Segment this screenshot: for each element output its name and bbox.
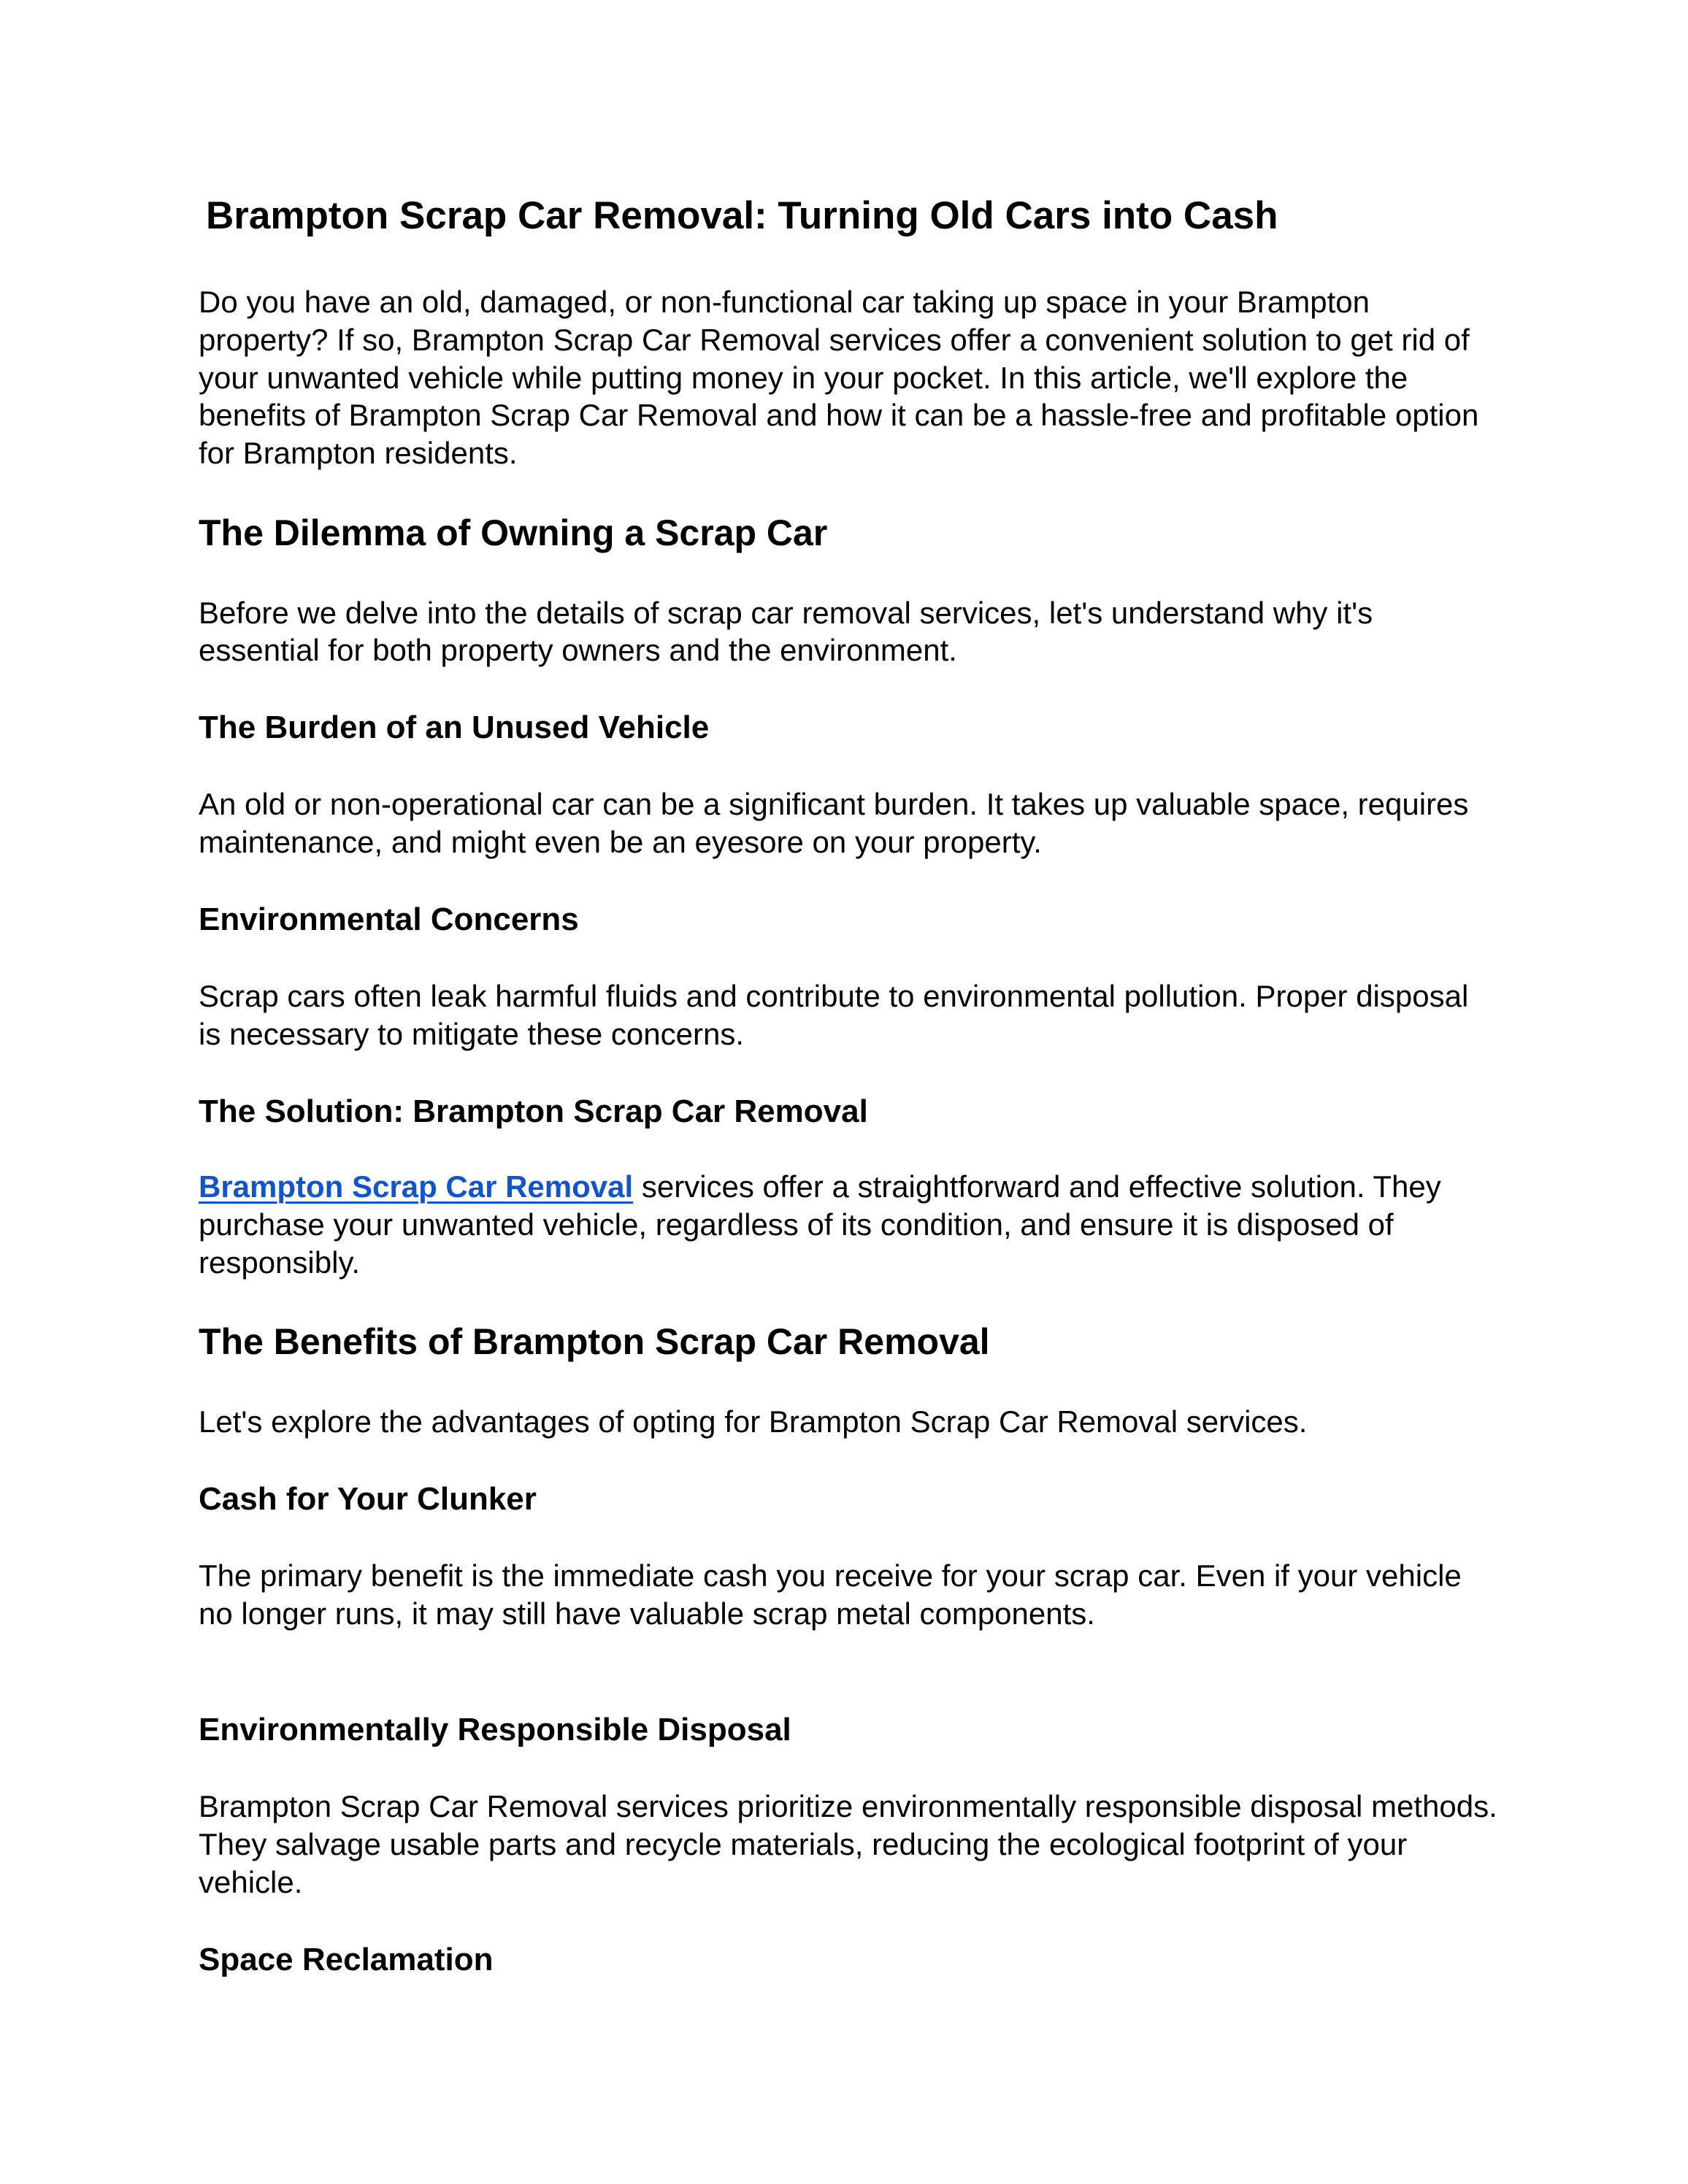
paragraph-cash-for-clunker: The primary benefit is the immediate cash you receive for your scrap car. Even if your vehicle no longer runs, it may still have valuable scrap metal components. <box>199 1558 1462 1631</box>
paragraph-burden: An old or non-operational car can be a significant burden. It takes up valuable space, requires maintenance, and might even be an eyesore on your property. <box>199 787 1469 860</box>
paragraph-solution-text: services offer a straightforward and effective solution. They purchase your unwanted vehicle, regardless of its condition, and ensure it is disposed of responsibly. <box>199 1169 1441 1280</box>
heading-cash-for-clunker: Cash for Your Clunker <box>199 1480 537 1517</box>
heading-benefits: The Benefits of Brampton Scrap Car Removal <box>199 1321 990 1363</box>
paragraph-dilemma: Before we delve into the details of scrap car removal services, let's understand why it's essential for both property owners and the environment. <box>199 595 1373 668</box>
document-title: Brampton Scrap Car Removal: Turning Old Cars into Cash <box>206 194 1278 237</box>
paragraph-solution <box>199 1168 1498 1282</box>
heading-environmental-concerns: Environmental Concerns <box>199 901 579 938</box>
heading-space-reclamation: Space Reclamation <box>199 1942 494 1978</box>
heading-responsible-disposal: Environmentally Responsible Disposal <box>199 1712 791 1748</box>
heading-burden: The Burden of an Unused Vehicle <box>199 710 710 746</box>
paragraph-environmental-concerns: Scrap cars often leak harmful fluids and contribute to environmental pollution. Proper disposal is necessary to mitigate these concerns. <box>199 979 1469 1051</box>
brampton-scrap-car-removal-link[interactable]: Brampton Scrap Car Removal <box>199 1169 634 1204</box>
paragraph-responsible-disposal: Brampton Scrap Car Removal services prioritize environmentally responsible disposal methods. They salvage usable parts and recycle materials, reducing the ecological footprint of your vehicle. <box>199 1789 1497 1900</box>
paragraph-benefits: Let's explore the advantages of opting for Brampton Scrap Car Removal services. <box>199 1404 1308 1439</box>
heading-dilemma: The Dilemma of Owning a Scrap Car <box>199 512 828 554</box>
document-content <box>199 191 1498 1980</box>
heading-solution: The Solution: Brampton Scrap Car Removal <box>199 1093 868 1129</box>
intro-paragraph: Do you have an old, damaged, or non-functional car taking up space in your Brampton property? If so, Brampton Scrap Car Removal services offer a convenient solution to get rid of your unwanted vehicle while putting money in your pocket. In this article, we'll explore the benefits of Brampton Scrap Car Removal and how it can be a hassle-free and profitable option for Brampton residents. <box>199 284 1479 471</box>
